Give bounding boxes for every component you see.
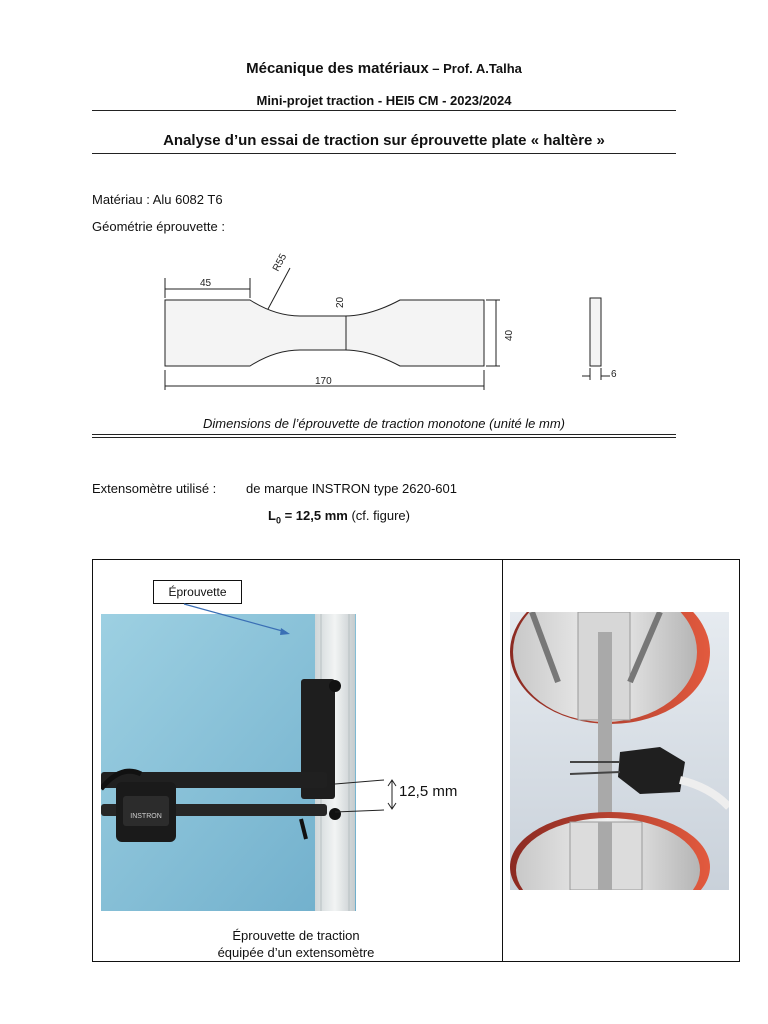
dim-thickness: 6 — [611, 369, 617, 380]
l0-subscript: 0 — [275, 515, 281, 526]
specimen-drawing — [150, 246, 630, 396]
specimen-outline — [165, 300, 484, 366]
geometry-line: Géométrie éprouvette : — [92, 219, 225, 234]
dim-grip-length: 45 — [200, 278, 212, 289]
divider — [92, 434, 676, 435]
gauge-length-line — [268, 508, 410, 526]
extensometer-photo — [101, 614, 356, 911]
gauge-length-label: 12,5 mm — [399, 783, 458, 800]
gauge-length-indicator — [330, 770, 400, 820]
callout-arrow — [180, 600, 300, 640]
extensometer-label: Extensomètre utilisé : — [92, 481, 217, 496]
divider — [92, 110, 676, 111]
divider — [92, 153, 676, 154]
course-header — [0, 60, 768, 77]
l0-reference: (cf. figure) — [347, 508, 410, 523]
course-name: Mécanique des matériaux — [246, 60, 429, 77]
header-subtitle: Mini-projet traction - HEI5 CM - 2023/2024 — [256, 93, 512, 108]
l0-value: = 12,5 mm — [280, 508, 348, 523]
dim-gauge-width: 20 — [335, 296, 346, 308]
test-machine-photo — [510, 612, 729, 890]
dim-fillet-radius: R55 — [270, 252, 290, 274]
dim-total-width: 40 — [504, 329, 515, 341]
photo-caption — [101, 927, 491, 961]
brand-label: INSTRON — [130, 813, 162, 820]
l0-symbol: L — [268, 508, 276, 523]
photo-caption-line-1: Éprouvette de traction — [232, 928, 360, 943]
figure-table-divider — [502, 559, 503, 962]
drawing-caption: Dimensions de l’éprouvette de traction monotone (unité le mm) — [202, 416, 565, 431]
photo-caption-line-2: équipée d’un extensomètre — [217, 945, 375, 960]
material-line: Matériau : Alu 6082 T6 — [92, 192, 223, 207]
extensometer-value: de marque INSTRON type 2620-601 — [246, 481, 457, 496]
divider — [92, 437, 676, 438]
professor-name: – Prof. A.Talha — [428, 61, 522, 76]
specimen-callout-label: Éprouvette — [153, 580, 242, 604]
document-title: Analyse d’un essai de traction sur éprouvette plate « haltère » — [163, 132, 605, 149]
dim-total-length: 170 — [315, 376, 332, 387]
